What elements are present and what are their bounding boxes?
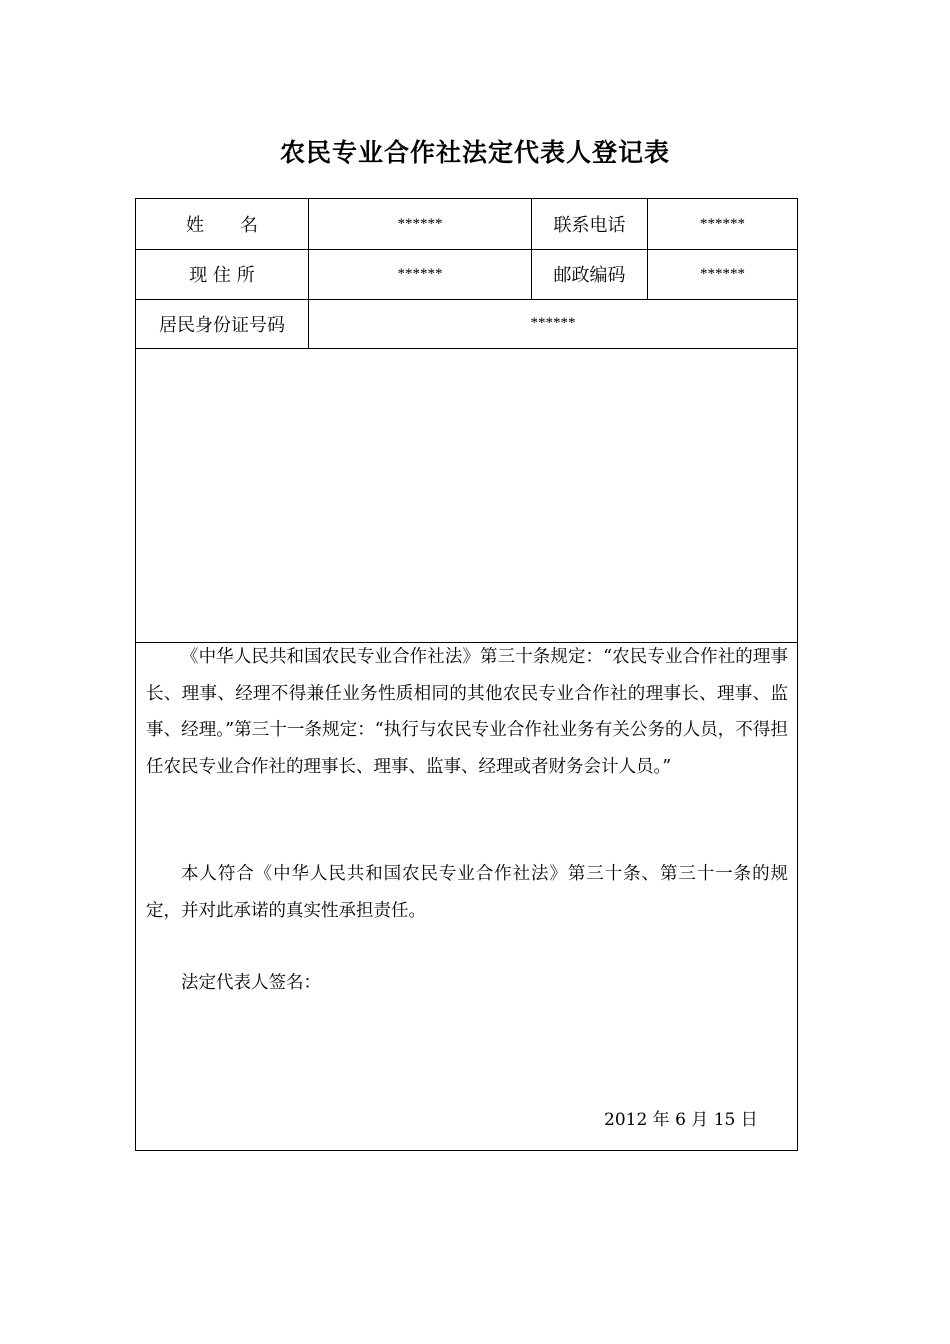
signature-label: 法定代表人签名： — [181, 973, 321, 993]
law-paragraph: 《中华人民共和国农民专业合作社法》第三十条规定：“农民专业合作社的理事长、理事、经理不得兼任业务性质相同的其他农民专业合作社的理事长、理事、监事、经理。”第三十一条规定：“执行与农民专业合作社业务有关公务的人员，不得担任农民专业合作社的理事长、理事、监事、经理或者财务会计人员。” — [146, 647, 788, 777]
phone-label: 联系电话 — [532, 199, 648, 249]
date: 2012 年 6 月 15 日 — [604, 1110, 758, 1130]
name-label: 姓 名 — [136, 199, 309, 249]
name-value: ****** — [309, 199, 532, 249]
id-row — [136, 299, 797, 349]
id-value: ****** — [530, 315, 576, 331]
phone-value: ****** — [700, 215, 745, 232]
postcode-label: 邮政编码 — [532, 249, 648, 299]
address-row — [136, 249, 797, 300]
page-title: 农民专业合作社法定代表人登记表 — [279, 138, 670, 167]
blank-area — [136, 348, 797, 643]
address-value: ****** — [309, 249, 532, 299]
commitment-paragraph: 本人符合《中华人民共和国农民专业合作社法》第三十条、第三十一条的规定，并对此承诺的真实性承担责任。 — [146, 864, 788, 921]
postcode-value: ****** — [700, 265, 745, 282]
id-label: 居民身份证号码 — [136, 299, 309, 348]
name-row — [136, 199, 797, 250]
address-label: 现 住 所 — [136, 249, 309, 299]
registration-form — [135, 198, 798, 1151]
